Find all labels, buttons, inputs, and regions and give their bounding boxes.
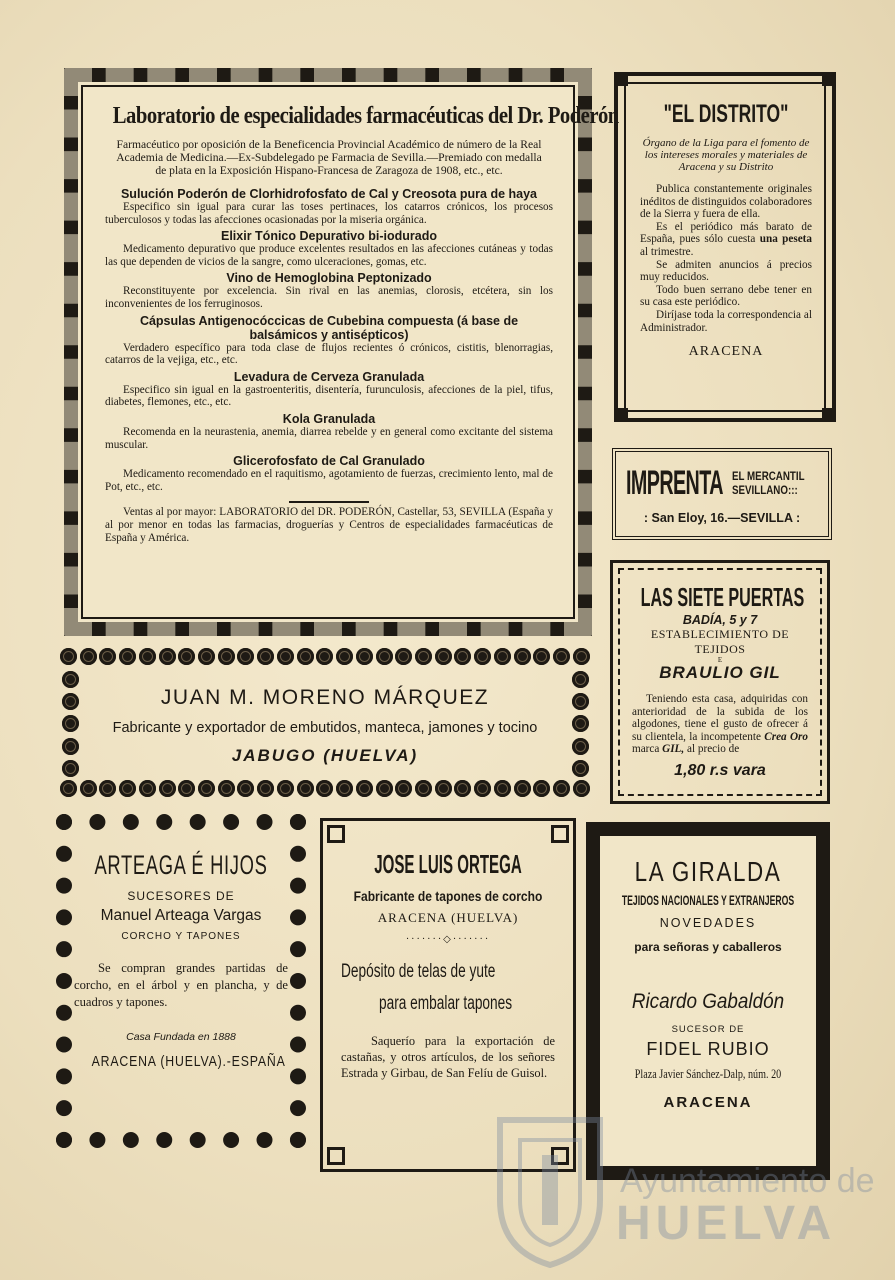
ortega-deposit-line-2: para embalar tapones: [379, 993, 513, 1014]
dot-ornament: [435, 780, 452, 797]
dot-ornament: [356, 648, 373, 665]
dot-ornament: [573, 648, 590, 665]
product-name: Levadura de Cerveza Granulada: [233, 369, 425, 384]
ad-arteaga-hijos: [56, 814, 306, 1148]
dot-ornament: [178, 780, 195, 797]
ad-distrito-body: [624, 82, 826, 412]
product-desc: Medicamento depurativo que produce excelentes resultados en las afecciones cutáneas y todas las que dependen de vicios de la sangre, como ulceraciones, gomas, etc.: [105, 243, 553, 268]
ortega-paragraph: Saquerío para la exportación de castañas, y otros artículos, de los señores Estrada y Girbau, de San Felíu de Guisol.: [341, 1034, 555, 1080]
dot-ornament: [297, 780, 314, 797]
imprenta-title: IMPRENTA: [626, 464, 724, 502]
dot-ornament: [415, 780, 432, 797]
siete-establishment: ESTABLECIMIENTO DE TEJIDOS: [650, 627, 790, 656]
siete-product: Crea Oro: [764, 730, 808, 743]
arteaga-title: ARTEAGA É HIJOS: [94, 850, 268, 880]
dot-ornament: [514, 648, 531, 665]
product-2: [105, 229, 553, 268]
ad-el-distrito: [614, 72, 836, 422]
watermark-line-1: Ayuntamiento de: [620, 1162, 875, 1200]
dot-ornament: [376, 648, 393, 665]
corner-ornament: [327, 1147, 345, 1165]
dot-ornament: [139, 780, 156, 797]
ad-siete-body: [618, 568, 822, 796]
siete-paragraph: [632, 693, 808, 756]
divider: [289, 501, 369, 503]
product-name: Kola Granulada: [282, 411, 376, 426]
siete-address: BADÍA, 5 y 7: [682, 613, 758, 627]
product-7: [105, 454, 553, 493]
dot-ornament: [237, 780, 254, 797]
product-3: [105, 271, 553, 310]
dot-ornament: [297, 648, 314, 665]
siete-text: Teniendo esta casa, adquiridas con anterioridad de la subida de los algodones, tiene el gusto de ofrecer á su clientela, la incompetente: [632, 693, 808, 743]
product-desc: Especifico sin igual en la gastroenteritis, disentería, furunculosis, afecciones de la piel, tifus, diabetes, flemones, etc., etc.: [105, 383, 553, 409]
shield-logo-icon: [490, 1100, 610, 1270]
lab-subtitle: Farmacéutico por oposición de la Beneficencia Provincial Académico de número de la Real Academia de Medicina.—Ex-Subdelegado pe Farmacia de Sevilla.—Premiado con medalla de plata en la Exposición Hispano-Francesa de Zaragoza de 1908, etc., etc.: [116, 138, 542, 177]
distrito-place: ARACENA: [688, 344, 764, 360]
dot-ornament: [277, 648, 294, 665]
dot-ornament: [356, 780, 373, 797]
arteaga-founded: Casa Fundada en 1888: [126, 1031, 236, 1043]
imprenta-name: [732, 470, 817, 498]
siete-price: 1,80 r.s vara: [674, 761, 766, 779]
product-name: Cápsulas Antigenocóccicas de Cubebina compuesta (á base de balsámicos y antisépticos): [139, 313, 519, 342]
dot-ornament: [553, 648, 570, 665]
dot-border-bottom: [60, 780, 590, 800]
dot-ornament: [336, 648, 353, 665]
ad-laboratorio-body: [78, 82, 619, 622]
dot-ornament: [60, 780, 77, 797]
dot-ornament: [99, 648, 116, 665]
moreno-place: JABUGO (HUELVA): [231, 746, 419, 765]
product-name: Sulución Poderón de Clorhidrofosfato de Cal y Creosota pura de haya: [120, 187, 538, 201]
dot-ornament: [533, 780, 550, 797]
dot-ornament: [237, 648, 254, 665]
product-name: Vino de Hemoglobina Peptonizado: [226, 271, 432, 286]
corner-ornament: [822, 408, 836, 422]
dot-ornament: [395, 648, 412, 665]
siete-title: LAS SIETE PUERTAS: [640, 582, 805, 612]
arteaga-successors: SUCESORES DE: [127, 889, 235, 903]
dot-ornament: [494, 648, 511, 665]
arteaga-products: CORCHO Y TAPONES: [121, 931, 241, 942]
lab-title: Laboratorio de especialidades farmacéuticas del Dr. Poderón: [112, 103, 619, 129]
product-desc: Medicamento recomendado en el raquitismo, agotamiento de fuerzas, crecimiento lento, mal de Pot, etc., etc.: [105, 468, 553, 493]
product-desc: Especifico sin igual para curar las toses pertinaces, los catarros crónicos, los procesos tuberculosos y todas las afecciones ocasionadas por la miseria orgánica.: [105, 201, 553, 226]
dot-ornament: [316, 648, 333, 665]
giralda-predecessor: FIDEL RUBIO: [646, 1039, 770, 1059]
dot-ornament: [99, 780, 116, 797]
dot-ornament: [218, 780, 235, 797]
distrito-text: al trimestre.: [640, 245, 694, 258]
corner-ornament: [614, 72, 628, 86]
ad-moreno-marquez: [60, 648, 590, 800]
giralda-address: Plaza Javier Sánchez-Dalp, núm. 20: [634, 1066, 782, 1081]
dot-ornament: [257, 780, 274, 797]
dot-ornament: [159, 780, 176, 797]
product-4: [105, 314, 553, 367]
product-name: Elixir Tónico Depurativo bi-iodurado: [221, 229, 437, 244]
moreno-description: Fabricante y exportador de embutidos, manteca, jamones y tocino: [112, 720, 538, 736]
dot-ornament: [415, 648, 432, 665]
lab-footer: Ventas al por mayor: LABORATORIO del DR. PODERÓN, Castellar, 53, SEVILLA (España y al por menor en todas las farmacias, droguerías y Centros de especialidades farmacéuticas de España y América.: [105, 506, 553, 544]
product-desc: Reconstituyente por excelencia. Sin rival en las anemias, clorosis, etcétera, sin los inconvenientes de los ferruginosos.: [105, 285, 553, 310]
moreno-name: JUAN M. MORENO MÁRQUEZ: [160, 686, 490, 709]
corner-ornament: [327, 825, 345, 843]
product-6: [105, 412, 553, 451]
imprenta-address: : San Eloy, 16.—SEVILLA :: [643, 511, 801, 525]
imprenta-name-line: SEVILLANO:::: [732, 484, 799, 497]
dot-ornament: [80, 648, 97, 665]
distrito-paragraph: Todo buen serrano debe tener en su casa este periódico.: [640, 283, 812, 309]
product-desc: Recomenda en la neurastenia, anemia, diarrea rebelde y en general como excitante del sistema muscular.: [105, 425, 553, 451]
dot-ornament: [119, 648, 136, 665]
product-5: [105, 370, 553, 409]
dot-ornament: [178, 648, 195, 665]
dot-ornament: [336, 780, 353, 797]
archive-watermark: [490, 1100, 875, 1270]
dot-ornament: [198, 648, 215, 665]
distrito-paragraph: Diríjase toda la correspondencia al Administrador.: [640, 308, 812, 334]
dot-ornament: [474, 648, 491, 665]
distrito-title: "EL DISTRITO": [663, 100, 789, 128]
dot-ornament: [257, 648, 274, 665]
giralda-novedades: NOVEDADES: [659, 916, 757, 930]
dot-ornament: [494, 780, 511, 797]
distrito-paragraph: Publica constantemente originales inéditos de distinguidos colaboradores de la Sierra y fuera de ella.: [640, 183, 812, 221]
dot-ornament: [218, 648, 235, 665]
dot-ornament: [395, 780, 412, 797]
corner-ornament: [614, 408, 628, 422]
dot-ornament: [553, 780, 570, 797]
ortega-title: JOSE LUIS ORTEGA: [374, 849, 522, 879]
dot-ornament: [454, 648, 471, 665]
dot-border-top: [60, 648, 590, 668]
giralda-tejidos: TEJIDOS NACIONALES Y EXTRANJEROS: [621, 892, 795, 908]
siete-text: al precio de: [687, 743, 740, 756]
dot-ornament: [159, 648, 176, 665]
dot-ornament: [316, 780, 333, 797]
ortega-subtitle: Fabricante de tapones de corcho: [353, 888, 543, 904]
dot-ornament: [277, 780, 294, 797]
corner-ornament: [551, 825, 569, 843]
dot-ornament: [454, 780, 471, 797]
ad-imprenta: [612, 448, 832, 540]
siete-conjunction: E: [717, 656, 723, 664]
siete-brand: GIL,: [662, 743, 685, 756]
corner-ornament: [822, 72, 836, 86]
dot-ornament: [139, 648, 156, 665]
distrito-text: Es el periódico más barato de España, pues sólo cuesta: [640, 220, 812, 246]
arteaga-founder: Manuel Arteaga Vargas: [100, 907, 262, 924]
siete-owner: BRAULIO GIL: [659, 663, 781, 682]
giralda-place: ARACENA: [663, 1094, 753, 1111]
distrito-subtitle: Órgano de la Liga para el fomento de los intereses morales y materiales de Aracena y su Distrito: [642, 137, 810, 173]
ad-siete-puertas: [610, 560, 830, 804]
giralda-owner: Ricardo Gabaldón: [631, 990, 785, 1013]
dot-ornament: [474, 780, 491, 797]
dot-ornament: [573, 780, 590, 797]
dot-ornament: [435, 648, 452, 665]
arteaga-paragraph: Se compran grandes partidas de corcho, en el árbol y en plancha, y de cuadros y tapones.: [74, 961, 288, 1009]
watermark-line-2: HUELVA: [616, 1197, 837, 1250]
ornament-divider: ·······◇·······: [405, 934, 491, 945]
giralda-title: LA GIRALDA: [634, 856, 782, 887]
imprenta-name-line: EL MERCANTIL: [732, 470, 805, 483]
giralda-audience: para señoras y caballeros: [634, 940, 782, 954]
dot-ornament: [80, 780, 97, 797]
dot-ornament: [198, 780, 215, 797]
distrito-price: una peseta: [759, 233, 812, 246]
siete-text: marca: [632, 743, 660, 756]
distrito-paragraph: Se admiten anuncios á precios muy reducidos.: [640, 258, 812, 284]
ortega-deposit-line-1: Depósito de telas de yute: [341, 961, 496, 982]
dot-ornament: [376, 780, 393, 797]
dot-ornament: [60, 648, 77, 665]
dot-ornament: [533, 648, 550, 665]
ortega-place: ARACENA (HUELVA): [377, 910, 519, 925]
dot-ornament: [119, 780, 136, 797]
imprenta-heading: [624, 464, 820, 503]
product-desc: Verdadero específico para toda clase de flujos recientes ó crónicos, cistitis, blenorragias, catarros de la vejiga, etc., etc.: [105, 341, 553, 367]
ad-laboratorio-poderon: [64, 68, 619, 636]
giralda-successor-label: SUCESOR DE: [671, 1024, 745, 1035]
dot-ornament: [514, 780, 531, 797]
product-1: [105, 187, 553, 226]
arteaga-place: ARACENA (HUELVA).-ESPAÑA: [91, 1053, 286, 1070]
distrito-paragraph: [640, 221, 812, 259]
product-name: Glicerofosfato de Cal Granulado: [233, 454, 425, 469]
